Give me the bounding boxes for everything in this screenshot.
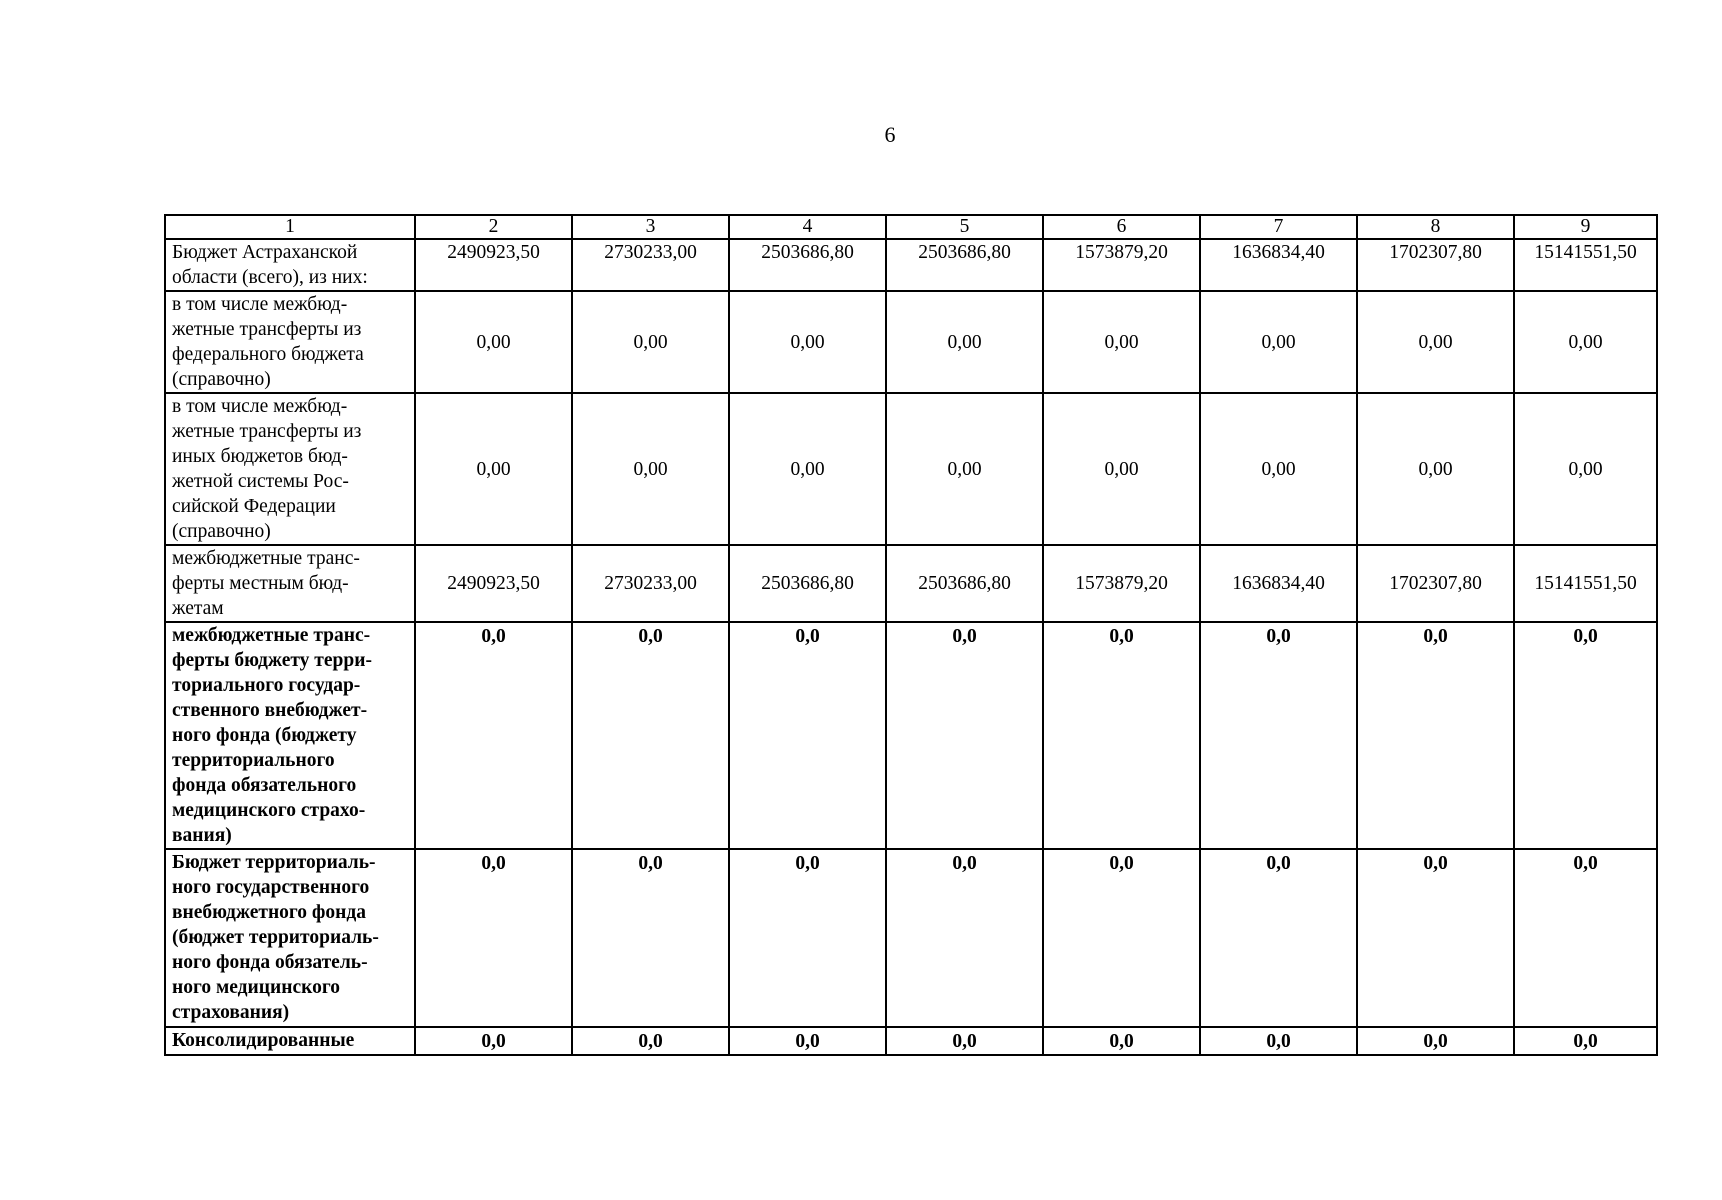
table-cell: 0,00 [1357,393,1514,545]
table-cell: 2503686,80 [886,239,1043,291]
table-cell: 0,0 [729,622,886,849]
table-cell: 0,0 [572,1027,729,1055]
table-cell: 0,0 [1514,849,1657,1027]
budget-table [164,214,1658,1056]
row-label: межбюджетные транс- ферты бюджету терри- ториального государ- ственного внебюджет- ного фонда (бюджету территориального фонда обязательного медицинского страхо- вания) [165,622,415,849]
table-cell: 2490923,50 [415,545,572,622]
table-cell: 0,0 [886,849,1043,1027]
table-row [165,849,1657,1027]
header-cell: 3 [572,215,729,239]
table-cell: 2503686,80 [886,545,1043,622]
table-cell: 0,0 [1357,849,1514,1027]
table-cell: 2503686,80 [729,545,886,622]
table-cell: 0,00 [1043,291,1200,393]
row-label: Консолидированные [165,1027,415,1055]
header-cell: 1 [165,215,415,239]
table-cell: 2730233,00 [572,239,729,291]
table-row [165,622,1657,849]
table-cell: 0,00 [729,393,886,545]
table-cell: 0,0 [729,1027,886,1055]
table-cell: 0,0 [1043,849,1200,1027]
table-cell: 0,0 [572,849,729,1027]
table-row [165,393,1657,545]
header-cell: 4 [729,215,886,239]
table-cell: 0,0 [1514,622,1657,849]
table-cell: 0,00 [415,393,572,545]
table-cell: 2490923,50 [415,239,572,291]
table-cell: 1636834,40 [1200,545,1357,622]
table-cell: 0,00 [1514,393,1657,545]
header-cell: 5 [886,215,1043,239]
table-row [165,1027,1657,1055]
table-cell: 0,00 [572,291,729,393]
header-cell: 9 [1514,215,1657,239]
header-cell: 2 [415,215,572,239]
row-label: в том числе межбюд- жетные трансферты из иных бюджетов бюд- жетной системы Рос- сийской Федерации (справочно) [165,393,415,545]
table-cell: 0,0 [415,1027,572,1055]
table-row [165,239,1657,291]
table-cell: 0,00 [1514,291,1657,393]
table-cell: 1573879,20 [1043,545,1200,622]
table-cell: 2503686,80 [729,239,886,291]
header-cell: 8 [1357,215,1514,239]
table-cell: 15141551,50 [1514,545,1657,622]
table-cell: 0,00 [1357,291,1514,393]
table-cell: 0,0 [415,849,572,1027]
page-number: 6 [884,122,896,147]
table-cell: 0,0 [1357,1027,1514,1055]
table-cell: 1702307,80 [1357,239,1514,291]
table-cell: 0,0 [729,849,886,1027]
row-label: в том числе межбюд- жетные трансферты из федерального бюджета (справочно) [165,291,415,393]
table-cell: 0,0 [1514,1027,1657,1055]
header-cell: 6 [1043,215,1200,239]
table-cell: 0,0 [1200,622,1357,849]
table-cell: 0,00 [886,291,1043,393]
table-cell: 0,0 [886,622,1043,849]
table-cell: 0,0 [1200,849,1357,1027]
table-cell: 0,0 [1043,622,1200,849]
table-row [165,291,1657,393]
table-cell: 0,00 [572,393,729,545]
table-cell: 1573879,20 [1043,239,1200,291]
table-cell: 0,0 [415,622,572,849]
table-cell: 0,0 [1357,622,1514,849]
row-label: Бюджет территориаль- ного государственного внебюджетного фонда (бюджет территориаль- ного фонда обязатель- ного медицинского страхования) [165,849,415,1027]
table-cell: 1636834,40 [1200,239,1357,291]
table-cell: 0,00 [1200,291,1357,393]
row-label: Бюджет Астраханской области (всего), из них: [165,239,415,291]
row-label: межбюджетные транс- ферты местным бюд- жетам [165,545,415,622]
table-cell: 0,0 [1043,1027,1200,1055]
table-cell: 2730233,00 [572,545,729,622]
table-cell: 0,00 [1200,393,1357,545]
table-row [165,545,1657,622]
table-cell: 1702307,80 [1357,545,1514,622]
table-header-row [165,215,1657,239]
table-cell: 0,00 [1043,393,1200,545]
table-cell: 0,0 [1200,1027,1357,1055]
table-cell: 0,0 [886,1027,1043,1055]
table-cell: 0,00 [415,291,572,393]
table-cell: 0,0 [572,622,729,849]
header-cell: 7 [1200,215,1357,239]
table-cell: 0,00 [729,291,886,393]
table-cell: 15141551,50 [1514,239,1657,291]
table-cell: 0,00 [886,393,1043,545]
